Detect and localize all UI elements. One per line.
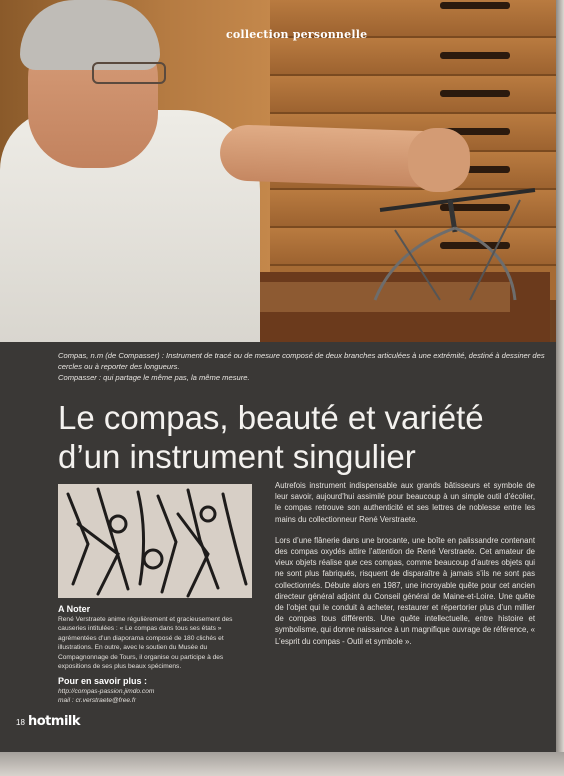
sidebar-title: A Noter [58, 604, 91, 614]
sidebar-text: René Verstraete anime régulièrement et gracieusement des causeries intitulées : « Le compas dans tous ses états » agrémentées d’un diaporama composé de 180 clichés et illustrations. En outre, avec le soutien du Musée du Compagnonnage de Tours, il organise ou participe à des expositions de ses plus beaux spécimens. [58, 616, 233, 671]
headline-line-1: Le compas, beauté et variété [58, 399, 484, 436]
page-number: 18 [16, 718, 25, 727]
article-paragraph-1: Autrefois instrument indispensable aux grands bâtisseurs et symbole de leur savoir, aujourd’hui assimilé pour beaucoup à un simple outil d’écolier, le compas retrouve son authenticité et ses lettres de noblesse entre les mains du collectionneur René Verstraete. [275, 481, 535, 524]
caption-definition: Compas, n.m (de Compasser) : Instrument de tracé ou de mesure composé de deux branches articulées à une extrémité, destiné à dessiner des cercles ou à reporter des longueurs. [58, 351, 545, 371]
website-link[interactable]: http://compas-passion.jimdo.com [58, 688, 155, 695]
scan-bottom-edge [0, 752, 564, 776]
email-link[interactable]: mail : cr.verstraete@free.fr [58, 697, 136, 704]
definition-caption [58, 350, 550, 383]
section-label: collection personnelle [226, 28, 368, 41]
main-photo [0, 0, 556, 342]
compasses-collection-photo [58, 484, 252, 598]
headline-line-2: d’un instrument singulier [58, 438, 416, 475]
compass-instrument [0, 0, 556, 342]
article-headline [58, 398, 484, 476]
page-edge [556, 0, 564, 776]
magazine-logo: hotmilk [28, 714, 81, 729]
article-body [275, 480, 535, 657]
article-paragraph-2: Lors d’une flânerie dans une brocante, une boîte en palissandre contenant des compas oxydés attire l’attention de René Verstraete. Cet amateur de vieux objets réalise que ces compas, comme beaucoup d’autres objets qui ne sont plus fabriqués, risquent de disparaître à jamais s’ils ne sont pas collectionnés. Débute alors en 1987, une incroyable quête pour cet ancien directeur général adjoint du Conseil général de Maine-et-Loire. Une quête de l’objet qui le conduit à acheter, restaurer et répertorier plus d’un millier de compas tous différents. Une quête intellectuelle, entre histoire et symbolisme, qui donne naissance à un magnifique ouvrage de référence, « L’esprit du compas - Outil et symbole ». [275, 535, 535, 646]
more-info-title: Pour en savoir plus : [58, 676, 148, 686]
caption-secondary: Compasser : qui partage le même pas, la même mesure. [58, 373, 250, 382]
